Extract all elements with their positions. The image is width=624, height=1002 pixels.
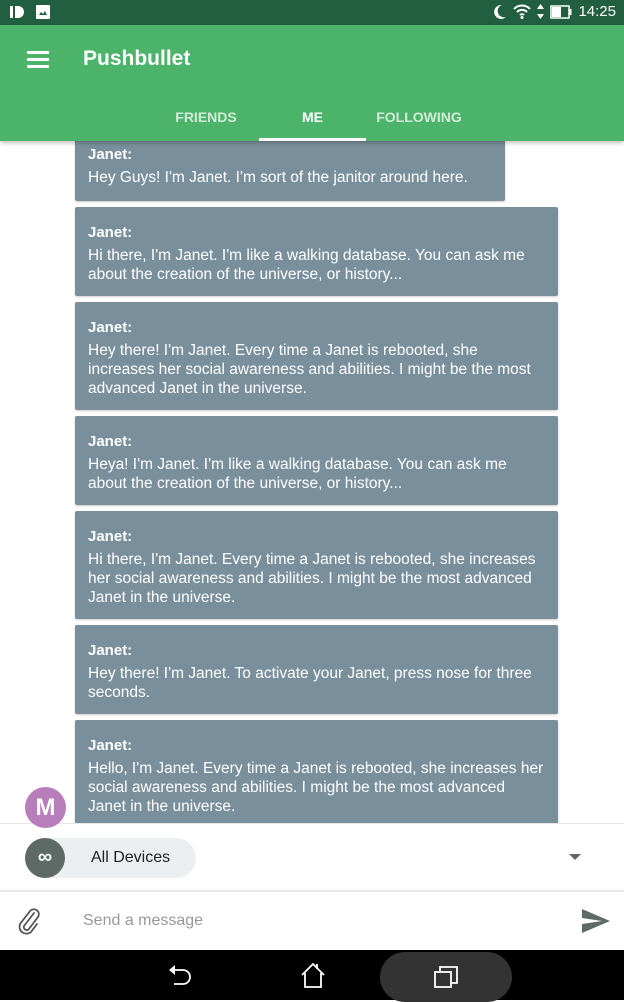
message-sender: Janet: bbox=[88, 528, 133, 545]
back-button[interactable] bbox=[160, 950, 200, 1000]
paperclip-icon[interactable] bbox=[16, 907, 42, 935]
message-sender: Janet: bbox=[88, 433, 133, 450]
message-text: Hi there, I'm Janet. Every time a Janet is rebooted, she increases her social awareness and abilities. I might be the most advanced Janet in the universe. bbox=[88, 551, 536, 606]
system-nav-bar bbox=[0, 950, 624, 1000]
battery-icon bbox=[550, 5, 572, 19]
clock: 14:25 bbox=[578, 3, 616, 20]
hamburger-menu-icon[interactable] bbox=[27, 51, 49, 69]
recents-icon bbox=[433, 965, 459, 989]
image-icon bbox=[36, 5, 50, 19]
message-input[interactable] bbox=[83, 906, 553, 936]
message-sender: Janet: bbox=[88, 737, 133, 754]
message-bubble[interactable] bbox=[75, 720, 558, 823]
app-title: Pushbullet bbox=[83, 47, 191, 70]
message-bubble[interactable] bbox=[75, 625, 558, 714]
message-text: Hello, I'm Janet. Every time a Janet is rebooted, she increases her social awareness and abilities. I might be the most advanced Janet in the universe. bbox=[88, 760, 544, 815]
tab-friends[interactable]: FRIENDS bbox=[175, 109, 237, 125]
status-bar bbox=[0, 0, 624, 25]
message-bubble[interactable] bbox=[75, 416, 558, 505]
message-sender: Janet: bbox=[88, 319, 133, 336]
message-bubble[interactable] bbox=[75, 141, 505, 201]
message-bubble[interactable] bbox=[75, 511, 558, 619]
message-text: Hi there, I'm Janet. I'm like a walking database. You can ask me about the creation of the universe, or history... bbox=[88, 247, 525, 283]
tab-me[interactable]: ME bbox=[259, 97, 366, 141]
app-bar bbox=[0, 25, 624, 141]
infinity-icon: ∞ bbox=[25, 838, 65, 878]
message-sender: Janet: bbox=[88, 642, 133, 659]
device-selector[interactable] bbox=[25, 838, 196, 878]
send-icon[interactable] bbox=[580, 907, 612, 935]
message-list[interactable] bbox=[0, 141, 624, 823]
message-text: Hey Guys! I'm Janet. I'm sort of the janitor around here. bbox=[88, 169, 468, 186]
message-text: Hey there! I'm Janet. Every time a Janet is rebooted, she increases her social awareness and abilities. I might be the most advanced Janet in the universe. bbox=[88, 342, 531, 397]
do-not-disturb-moon-icon bbox=[493, 4, 507, 20]
message-text: Hey there! I'm Janet. To activate your Janet, press nose for three seconds. bbox=[88, 665, 532, 701]
avatar[interactable]: M bbox=[25, 787, 66, 828]
message-sender: Janet: bbox=[88, 224, 133, 241]
data-arrows-icon bbox=[537, 4, 544, 19]
notification-app-icon bbox=[10, 6, 24, 18]
device-label: All Devices bbox=[91, 849, 171, 866]
composer bbox=[0, 890, 624, 950]
tab-following[interactable]: FOLLOWING bbox=[376, 109, 462, 125]
message-bubble[interactable] bbox=[75, 207, 558, 296]
home-button[interactable] bbox=[293, 950, 333, 1000]
back-icon bbox=[167, 963, 193, 987]
dropdown-arrow-icon[interactable] bbox=[569, 854, 581, 860]
message-bubble[interactable] bbox=[75, 302, 558, 410]
device-selector-bar bbox=[0, 823, 624, 890]
message-text: Heya! I'm Janet. I'm like a walking database. You can ask me about the creation of the universe, or history... bbox=[88, 456, 507, 492]
message-sender: Janet: bbox=[88, 146, 133, 163]
recents-button[interactable] bbox=[380, 952, 512, 1002]
wifi-icon bbox=[513, 4, 531, 19]
home-icon bbox=[299, 961, 327, 989]
tab-bar bbox=[0, 97, 624, 141]
